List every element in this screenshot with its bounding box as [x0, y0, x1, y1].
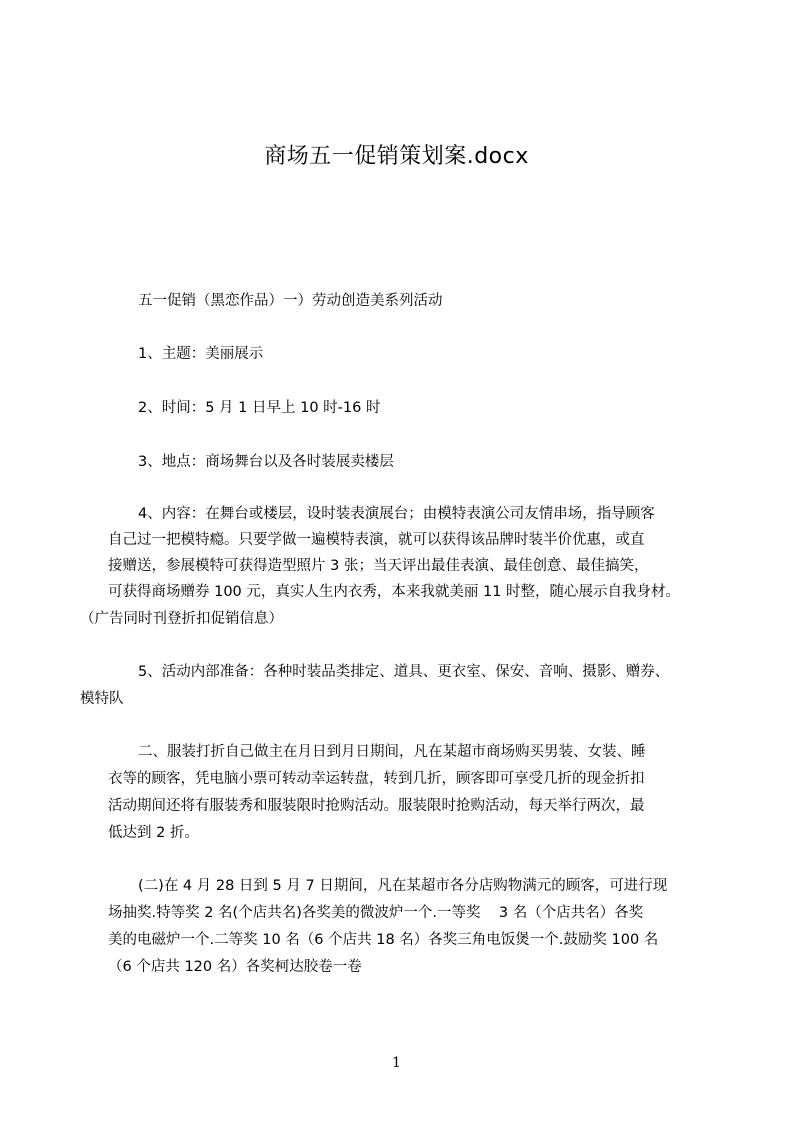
discount-paragraph-line: 衣等的顾客，凭电脑小票可转动幸运转盘，转到几折，顾客即可享受几折的现金折扣 — [108, 771, 645, 787]
preparation-paragraph-line: 5、活动内部准备：各种时装品类排定、道具、更衣室、保安、音响、摄影、赠券、 — [138, 664, 670, 680]
document-title: 商场五一促销策划案.docx — [264, 144, 529, 169]
list-item-time: 2、时间：5 月 1 日早上 10 时-16 时 — [138, 400, 381, 416]
discount-paragraph-line: 低达到 2 折。 — [108, 825, 199, 841]
section-heading: 五一促销（黑恋作品）一）劳动创造美系列活动 — [138, 293, 443, 309]
content-paragraph-line: （广告同时刊登折扣促销信息） — [80, 611, 283, 627]
list-item-location: 3、地点：商场舞台以及各时装展卖楼层 — [138, 454, 394, 470]
content-paragraph-line: 可获得商场赠券 100 元，真实人生内衣秀，本来我就美丽 11 时整，随心展示自我身材。 — [108, 584, 681, 600]
lottery-paragraph-line: 美的电磁炉一个.二等奖 10 名（6 个店共 18 名）各奖三角电饭煲一个.鼓励奖 100 名 — [108, 932, 659, 948]
preparation-paragraph-line: 模特队 — [80, 691, 124, 707]
discount-paragraph-line: 活动期间还将有服装秀和服装限时抢购活动。服装限时抢购活动，每天举行两次，最 — [108, 798, 645, 814]
content-paragraph-line: 自己过一把模特瘾。只要学做一遍模特表演，就可以获得该品牌时装半价优惠，或直 — [108, 532, 645, 548]
list-item-theme: 1、主题：美丽展示 — [138, 346, 264, 362]
lottery-paragraph-line: (二)在 4 月 28 日到 5 月 7 日期间，凡在某超市各分店购物满元的顾客，可进行现 — [138, 878, 668, 894]
discount-paragraph-line: 二、服装打折自己做主在月日到月日期间，凡在某超市商场购买男装、女装、睡 — [138, 744, 646, 760]
content-paragraph-line: 接赠送，参展模特可获得造型照片 3 张；当天评出最佳表演、最佳创意、最佳搞笑， — [108, 558, 649, 574]
page-number: 1 — [392, 1055, 401, 1071]
lottery-paragraph-line: （6 个店共 120 名）各奖柯达胶卷一卷 — [108, 959, 362, 975]
lottery-paragraph-line: 场抽奖.特等奖 2 名(个店共名)各奖美的微波炉一个.一等奖 3 名（个店共名）各奖 — [108, 905, 644, 921]
content-paragraph-line: 4、内容：在舞台或楼层，设时装表演展台；由模特表演公司友情串场，指导顾客 — [138, 506, 655, 522]
